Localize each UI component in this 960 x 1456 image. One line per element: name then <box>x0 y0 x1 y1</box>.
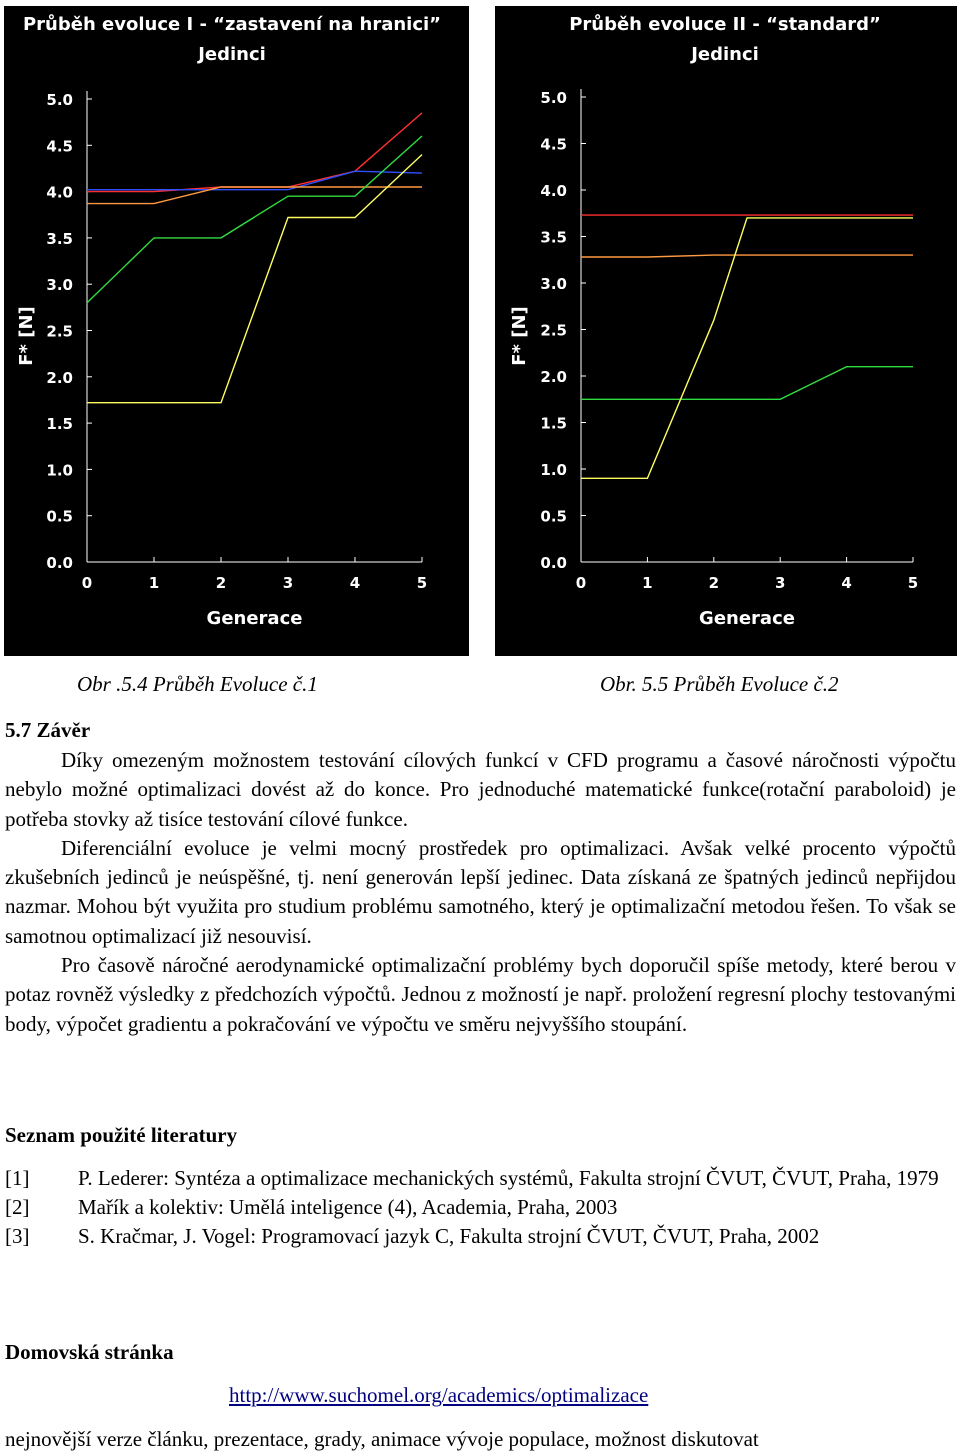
y-tick-label: 0.0 <box>540 554 567 572</box>
x-tick-label: 0 <box>81 574 93 592</box>
reference-number: [2] <box>5 1195 30 1219</box>
section-heading: 5.7 Závěr <box>5 718 91 742</box>
literature-heading: Seznam použité literatury <box>5 1123 238 1147</box>
x-tick-label: 2 <box>708 574 720 592</box>
y-tick-label: 3.5 <box>46 229 73 248</box>
chart-title: Průběh evoluce I - “zastavení na hranici” <box>22 14 442 35</box>
x-tick-label: 5 <box>416 574 428 592</box>
y-tick-label: 2.0 <box>46 368 73 387</box>
series-line-4 <box>87 136 422 303</box>
x-tick-label: 5 <box>907 574 919 592</box>
reference-text: Mařík a kolektiv: Umělá inteligence (4), Academia, Praha, 2003 <box>78 1195 618 1219</box>
chart-evolution-2 <box>495 6 957 656</box>
y-tick-label: 1.0 <box>46 461 73 480</box>
chart-title: Průběh evoluce II - “standard” <box>569 14 881 35</box>
x-tick-label: 3 <box>282 574 294 592</box>
series-line-3 <box>581 367 913 400</box>
section-body <box>5 746 956 1039</box>
y-tick-label: 1.0 <box>540 461 567 479</box>
figure-caption-2: Obr. 5.5 Průběh Evoluce č.2 <box>600 672 839 696</box>
y-tick-label: 3.5 <box>540 228 567 247</box>
x-tick-label: 1 <box>148 574 160 592</box>
reference-text: P. Lederer: Syntéza a optimalizace mechanických systémů, Fakulta strojní ČVUT, ČVUT, Praha, 1979 <box>78 1166 939 1190</box>
y-tick-label: 0.5 <box>540 507 567 526</box>
y-tick-label: 4.5 <box>46 137 73 156</box>
x-axis-label: Generace <box>699 608 795 629</box>
y-tick-label: 1.5 <box>46 415 73 434</box>
figure-caption-1: Obr .5.4 Průběh Evoluce č.1 <box>77 672 318 696</box>
y-tick-label: 5.0 <box>540 89 567 107</box>
homepage-heading: Domovská stránka <box>5 1340 174 1364</box>
series-line-1 <box>87 113 422 192</box>
y-tick-label: 4.5 <box>540 135 567 154</box>
reference-number: [1] <box>5 1166 30 1190</box>
chart-subtitle: Jedinci <box>691 44 759 65</box>
y-axis-label: F* [N] <box>509 306 530 366</box>
y-tick-label: 3.0 <box>46 276 73 295</box>
y-tick-label: 2.5 <box>46 322 73 341</box>
y-tick-label: 2.0 <box>540 368 567 386</box>
y-tick-label: 0.0 <box>46 554 73 572</box>
reference-item <box>5 1164 956 1193</box>
paragraph: Díky omezeným možnostem testování cílových funkcí v CFD programu a časové náročnosti výpočtu nebylo možné optimalizaci dovést až do konce. Pro jednoduché matematické funkce(rotační paraboloid) je potřeba stovky až tisíce testování cílové funkce. <box>5 748 956 831</box>
x-tick-label: 1 <box>642 574 653 592</box>
x-tick-label: 4 <box>349 574 361 592</box>
series-line-2 <box>581 255 913 257</box>
chart-subtitle: Jedinci <box>198 44 266 65</box>
y-tick-label: 1.5 <box>540 414 567 433</box>
x-tick-label: 3 <box>774 574 786 592</box>
x-axis-label: Generace <box>206 608 303 629</box>
reference-list <box>5 1164 956 1251</box>
y-tick-label: 4.0 <box>540 182 567 200</box>
reference-number: [3] <box>5 1224 30 1248</box>
reference-item <box>5 1222 956 1251</box>
figure-evolution-1 <box>4 6 469 656</box>
x-tick-label: 4 <box>841 574 852 592</box>
homepage-link[interactable]: http://www.suchomel.org/academics/optimalizace <box>229 1383 649 1407</box>
paragraph: Diferenciální evoluce je velmi mocný prostředek pro optimalizaci. Avšak velké procento výpočtů zkušebních jedinců je neúspěšné, tj. není generován lepší jedinec. Data získaná ze špatných jedinců nepřijdou nazmar. Mohou být využita pro studium problému samotného, který je optimalizační metodou řešen. To však se samotnou optimalizací již nesouvisí. <box>5 835 956 948</box>
y-tick-label: 2.5 <box>540 321 567 340</box>
chart-evolution-1 <box>4 6 469 656</box>
x-tick-label: 0 <box>575 574 587 592</box>
y-tick-label: 5.0 <box>46 91 73 109</box>
y-tick-label: 0.5 <box>46 507 73 526</box>
x-tick-label: 2 <box>215 574 227 592</box>
reference-item <box>5 1193 956 1222</box>
paragraph: Pro časově náročné aerodynamické optimalizační problémy bych doporučil spíše metody, které berou v potaz rovněž výsledky z předchozích výpočtů. Jednou z možností je např. proložení regresní plochy testovanými body, výpočet gradientu a pokračování ve výpočtu ve směru nejvyššího stoupání. <box>5 953 956 1036</box>
figure-evolution-2 <box>495 6 957 656</box>
y-axis-label: F* [N] <box>16 306 37 366</box>
y-tick-label: 4.0 <box>46 183 73 202</box>
homepage-description: nejnovější verze článku, prezentace, grady, animace vývoje populace, možnost diskutovat <box>5 1427 759 1451</box>
reference-text: S. Kračmar, J. Vogel: Programovací jazyk C, Fakulta strojní ČVUT, ČVUT, Praha, 2002 <box>78 1224 820 1248</box>
y-tick-label: 3.0 <box>540 275 567 293</box>
